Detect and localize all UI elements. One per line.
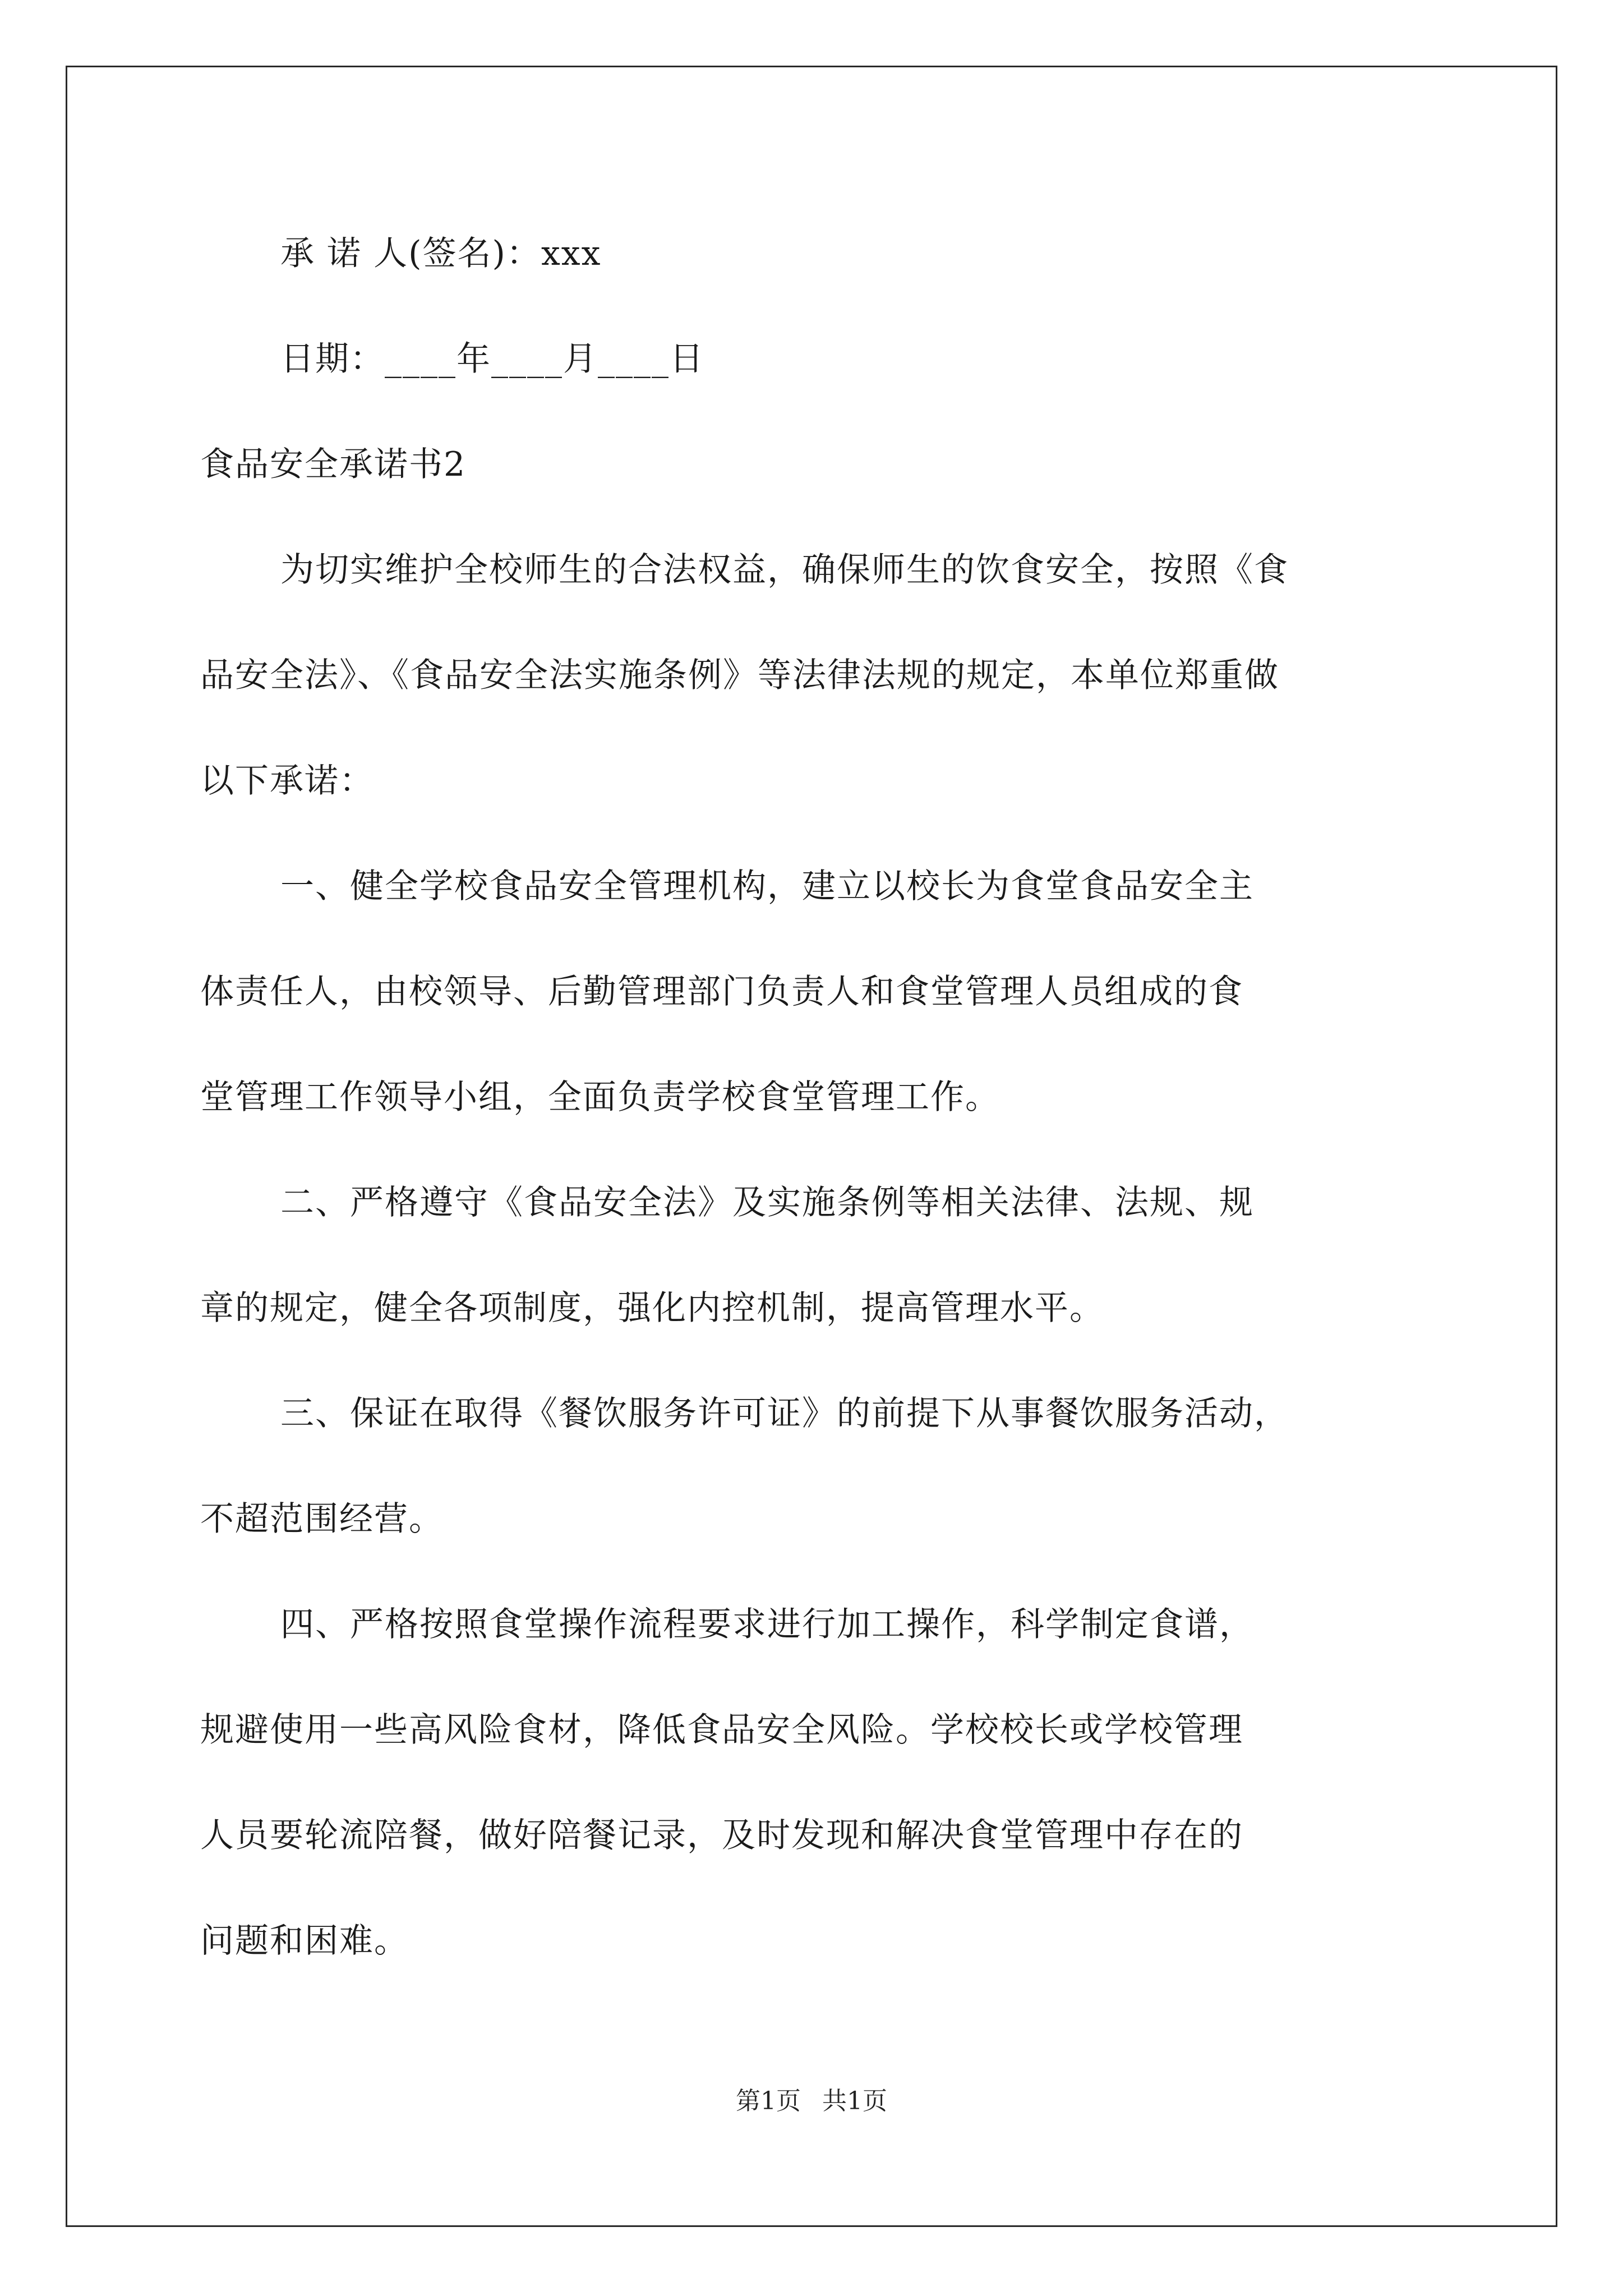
paragraph-line: 二、严格遵守《食品安全法》及实施条例等相关法律、法规、规	[280, 1183, 1254, 1222]
page-total: 共1页	[822, 2087, 887, 2115]
page-number: 第1页	[736, 2087, 801, 2115]
paragraph-line: 一、健全学校食品安全管理机构，建立以校长为食堂食品安全主	[280, 867, 1254, 906]
paragraph-line: 人员要轮流陪餐，做好陪餐记录，及时发现和解决食堂管理中存在的	[200, 1816, 1243, 1855]
date-line: 日期：____年____月____日	[280, 339, 704, 379]
paragraph-line: 章的规定，健全各项制度，强化内控机制，提高管理水平。	[200, 1289, 1104, 1328]
paragraph-line: 以下承诺：	[200, 761, 374, 800]
paragraph-line: 体责任人，由校领导、后勤管理部门负责人和食堂管理人员组成的食	[200, 972, 1243, 1011]
paragraph-line: 三、保证在取得《餐饮服务许可证》的前提下从事餐饮服务活动，	[280, 1394, 1289, 1433]
paragraph-line: 为切实维护全校师生的合法权益，确保师生的饮食安全，按照《食	[280, 550, 1289, 590]
paragraph-line: 品安全法》、《食品安全法实施条例》等法律法规的规定，本单位郑重做	[200, 656, 1279, 695]
paragraph-line: 规避使用一些高风险食材，降低食品安全风险。学校校长或学校管理	[200, 1710, 1243, 1750]
paragraph-line: 四、严格按照食堂操作流程要求进行加工操作，科学制定食谱，	[280, 1605, 1254, 1644]
paragraph-line: 不超范围经营。	[200, 1499, 444, 1539]
document-title: 食品安全承诺书2	[200, 445, 467, 484]
page-border	[66, 66, 1557, 2227]
page-footer	[0, 2085, 1623, 2118]
paragraph-line: 问题和困难。	[200, 1921, 409, 1961]
signature-line: 承 诺 人(签名)：xxx	[280, 234, 602, 273]
paragraph-line: 堂管理工作领导小组，全面负责学校食堂管理工作。	[200, 1078, 1000, 1117]
